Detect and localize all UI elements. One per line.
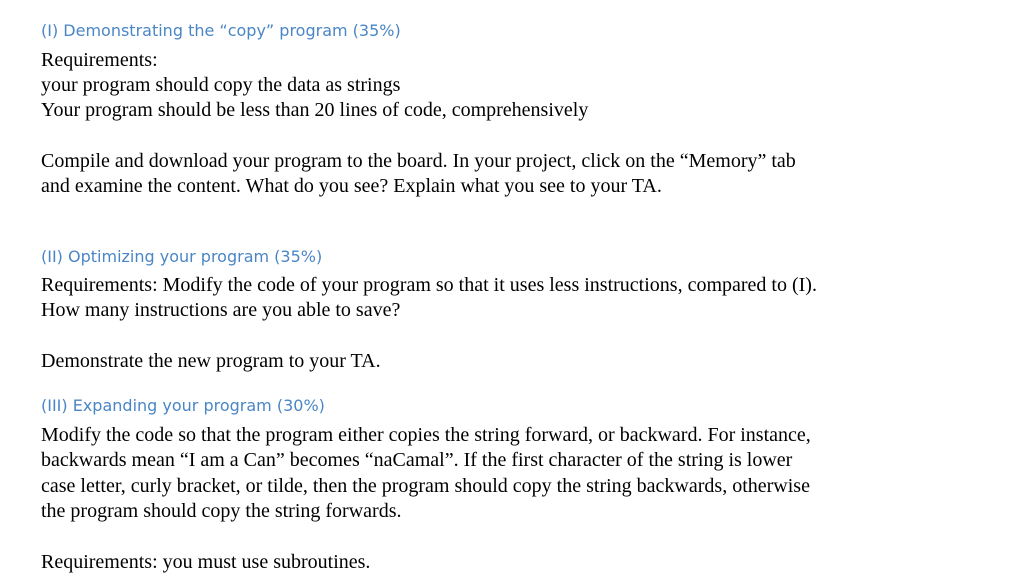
section-1-line-1: Requirements: [41, 49, 158, 71]
section-2-line-1: Requirements: Modify the code of your program so that it uses less instructions, compared to (I). [41, 274, 817, 296]
section-1-line-3: Your program should be less than 20 lines of code, comprehensively [41, 99, 589, 121]
section-2-line-2: How many instructions are you able to save? [41, 299, 401, 321]
section-3-line-1: Modify the code so that the program either copies the string forward, or backward. For instance, [41, 424, 811, 446]
section-3-line-2: backwards mean “I am a Can” becomes “naCamal”. If the first character of the string is lower [41, 449, 793, 471]
section-1-line-4: Compile and download your program to the board. In your project, click on the “Memory” tab [41, 150, 796, 172]
section-2-line-3: Demonstrate the new program to your TA. [41, 350, 381, 372]
section-1-line-2: your program should copy the data as strings [41, 74, 401, 96]
section-3-line-4: the program should copy the string forwards. [41, 500, 402, 522]
section-3-line-5: Requirements: you must use subroutines. [41, 551, 371, 573]
section-3-heading: (III) Expanding your program (30%) [41, 396, 325, 415]
section-1-line-5: and examine the content. What do you see? Explain what you see to your TA. [41, 175, 662, 197]
section-3-line-3: case letter, curly bracket, or tilde, then the program should copy the string backwards, otherwise [41, 475, 810, 497]
section-1-heading: (I) Demonstrating the “copy” program (35%) [41, 21, 401, 40]
section-2-heading: (II) Optimizing your program (35%) [41, 247, 323, 266]
